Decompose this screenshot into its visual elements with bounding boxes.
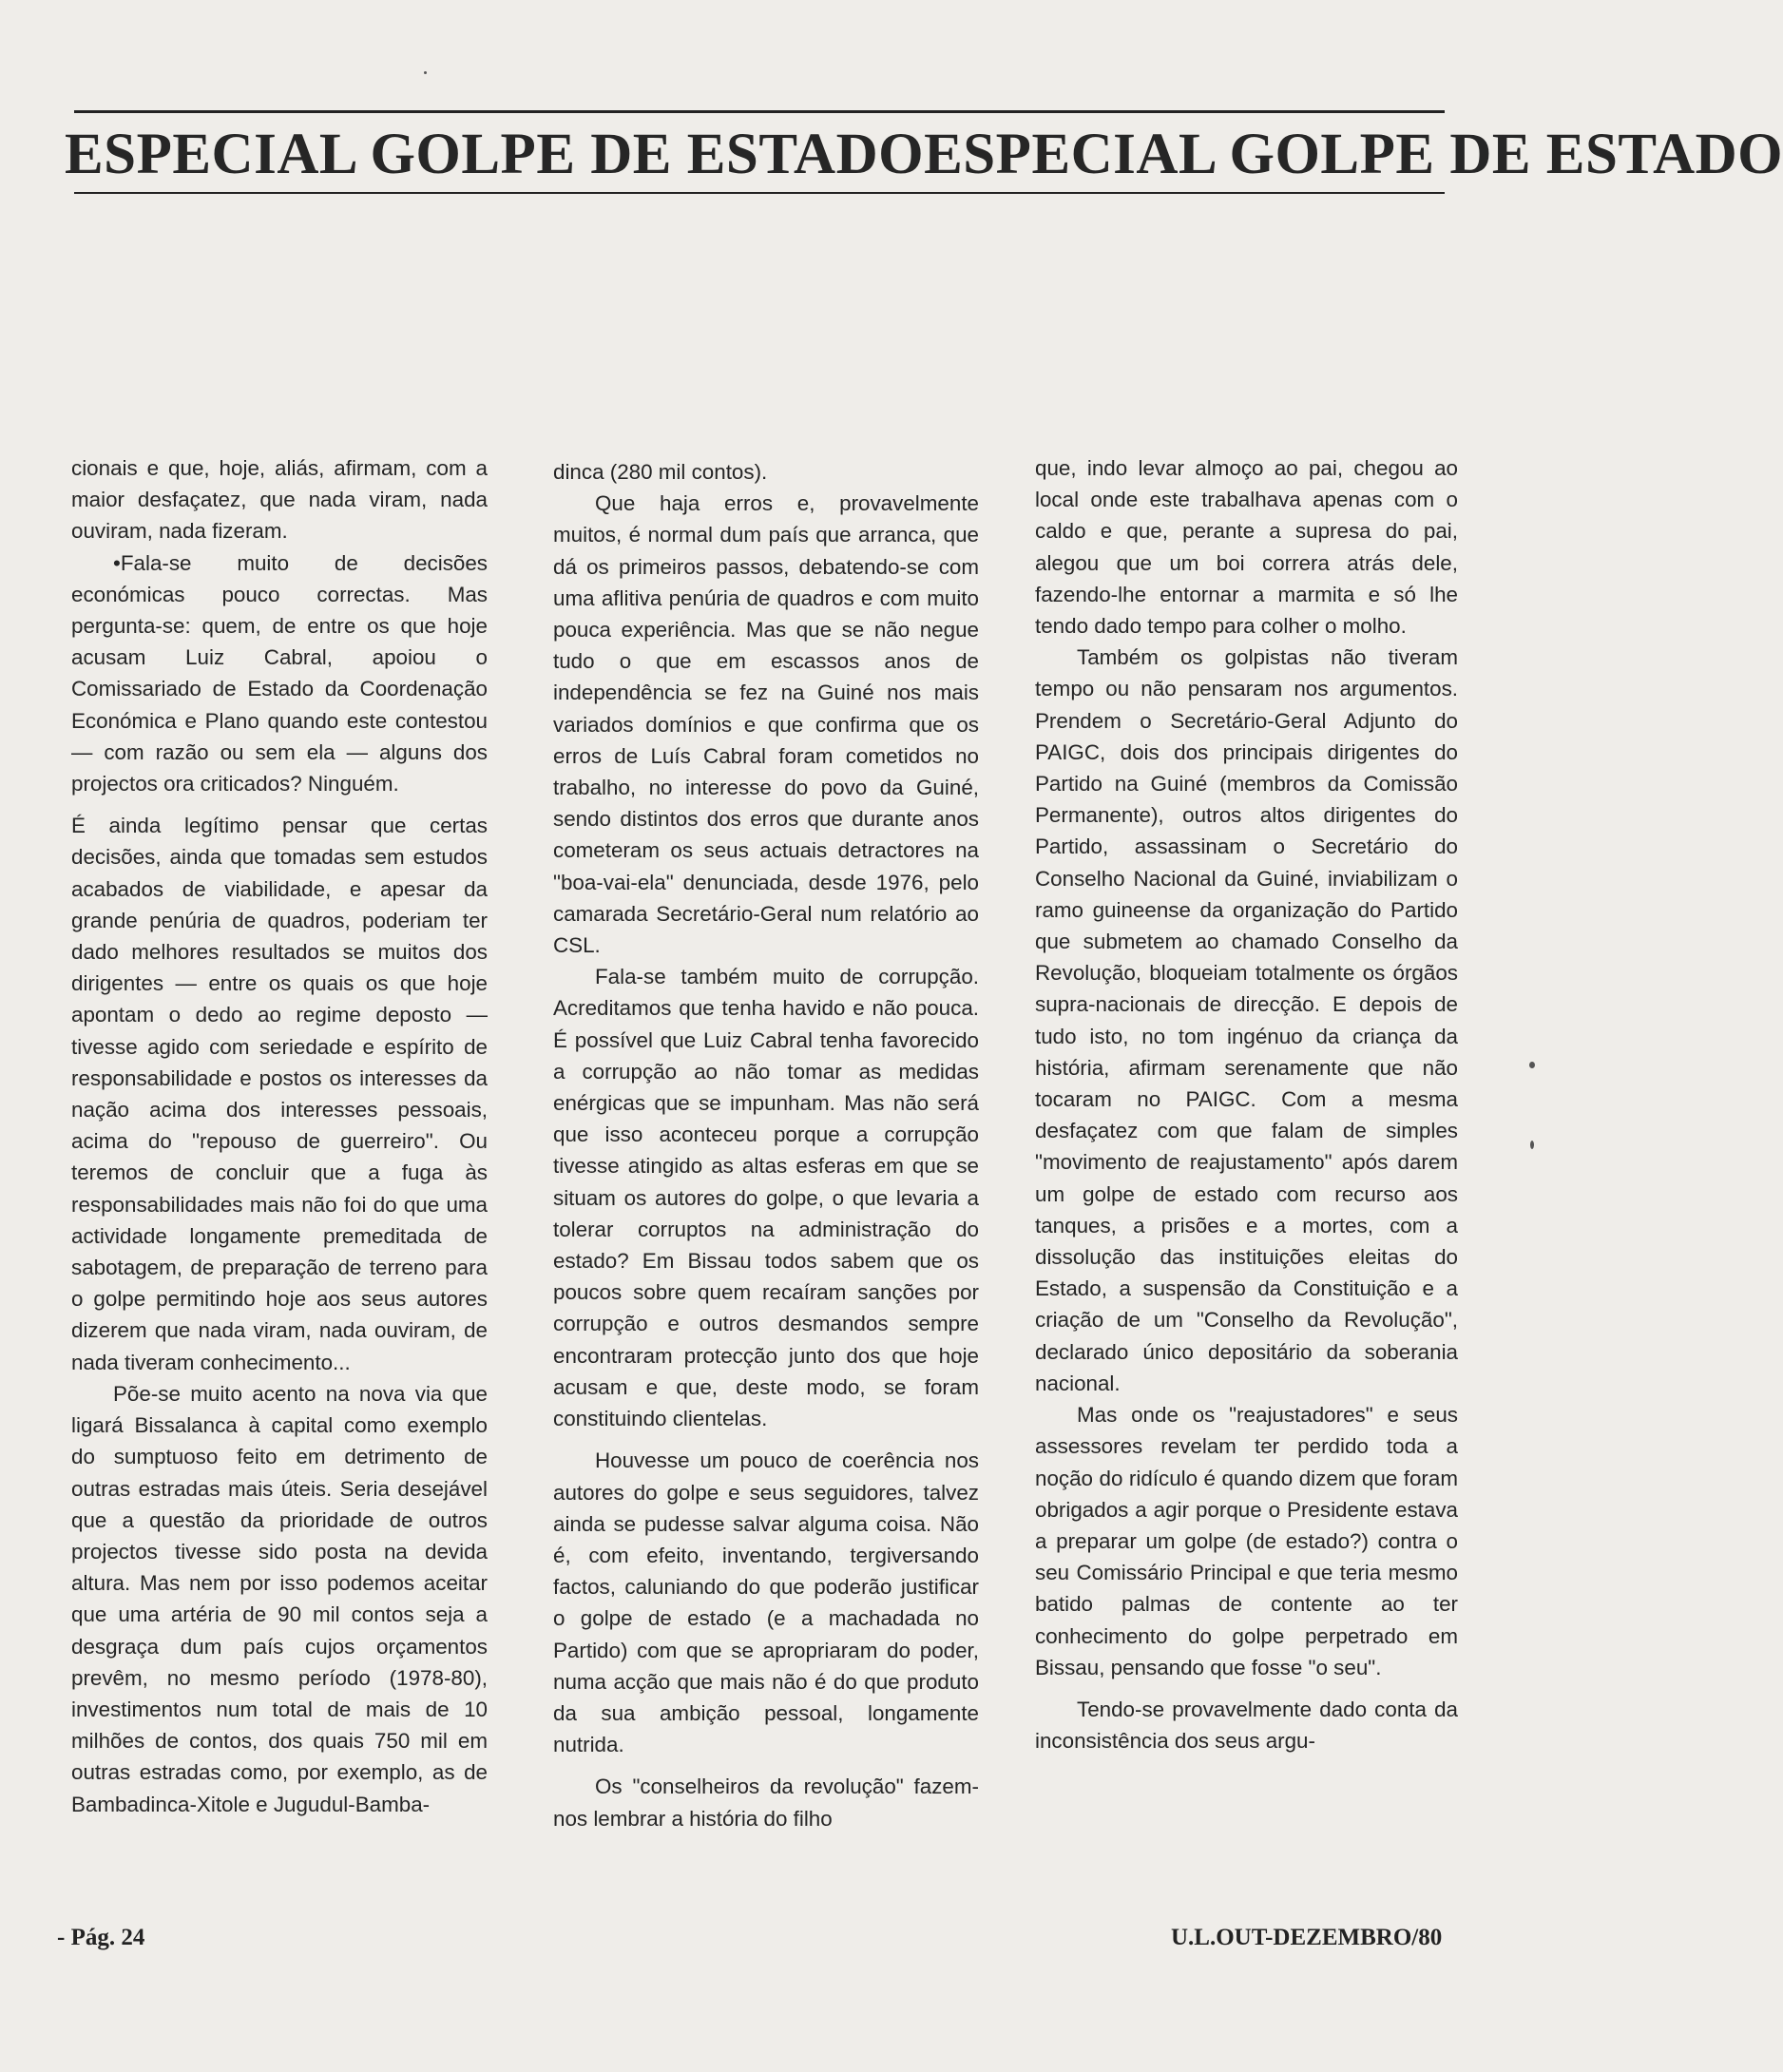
text-column-2 (553, 452, 979, 1834)
print-speck (1530, 1141, 1534, 1149)
print-speck (424, 71, 427, 74)
print-speck (1529, 1062, 1535, 1068)
paragraph: Houvesse um pouco de coerência nos autores do golpe e seus seguidores, talvez ainda se pudesse salvar alguma coisa. Não é, com efeito, inventando, tergiversando factos, caluniando do que poderão justificar o golpe de estado (e a machadada no Partido) com que se apropriaram do poder, numa acção que mais não é do que produto da sua ambição pessoal, longamente nutrida. (553, 1448, 979, 1757)
issue-label: U.L.OUT-DEZEMBRO/80 (1171, 1925, 1443, 1950)
text-column-1 (71, 452, 488, 1820)
paragraph: Mas onde os "reajustadores" e seus assessores revelam ter perdido toda a noção do ridículo é quando dizem que foram obrigados a agir porque o Presidente estava a preparar um golpe (de estado?) contra o seu Comissário Principal e que teria mesmo batido palmas de contente ao ter conhecimento do golpe perpetrado em Bissau, pensando que fosse "o seu". (1035, 1403, 1458, 1679)
paragraph: •Fala-se muito de decisões económicas pouco correctas. Mas pergunta-se: quem, de entre os que hoje acusam Luiz Cabral, apoiou o Comissariado de Estado da Coordenação Económica e Plano quando este contestou — com razão ou sem ela — alguns dos projectos ora criticados? Ninguém. (71, 550, 488, 796)
paragraph: cionais e que, hoje, aliás, afirmam, com a maior desfaçatez, que nada viram, nada ouviram, nada fizeram. (71, 456, 488, 544)
page-number: - Pág. 24 (57, 1925, 145, 1950)
paragraph: Que haja erros e, provavelmente muitos, é normal dum país que arranca, que dá os primeiros passos, debatendo-se com uma aflitiva penúria de quadros e com muito pouca experiência. Mas que se não negue tudo o que em escassos anos de independência se fez na Guiné nos mais variados domínios e que confirma que os erros de Luís Cabral foram cometidos no trabalho, no interesse do povo da Guiné, sendo distintos dos erros que durante anos cometeram os seus actuais detractores na "boa-vai-ela" denunciada, desde 1976, pelo camarada Secretário-Geral num relatório ao CSL. (553, 491, 979, 958)
header-top-rule (74, 110, 1445, 113)
text-column-3 (1035, 452, 1458, 1756)
page-header-title: ESPECIAL GOLPE DE ESTADOESPECIAL GOLPE DE ESTADO (65, 123, 1783, 186)
paragraph: Os "conselheiros da revolução" fazem-nos lembrar a história do filho (553, 1775, 979, 1831)
header-bottom-rule (74, 192, 1445, 194)
paragraph: Fala-se também muito de corrupção. Acreditamos que tenha havido e não pouca. É possível que Luiz Cabral tenha favorecido a corrupção ao não tomar as medidas enérgicas que se impunham. Mas não será que isso aconteceu porque a corrupção tivesse atingido as altas esferas em que se situam os autores do golpe, o que levaria a tolerar corruptos na administração do estado? Em Bissau todos sabem que os poucos sobre quem recaíram sanções por corrupção e outros desmandos sempre encontraram protecção junto dos que hoje acusam e que, deste modo, se foram constituindo clientelas. (553, 965, 979, 1431)
paragraph: dinca (280 mil contos). (553, 460, 768, 484)
paragraph: Também os golpistas não tiveram tempo ou não pensaram nos argumentos. Prendem o Secretário-Geral Adjunto do PAIGC, dois dos principais dirigentes do Partido na Guiné (membros da Comissão Permanente), outros altos dirigentes do Partido, assassinam o Secretário do Conselho Nacional da Guiné, inviabilizam o ramo guineense da organização do Partido que submetem ao chamado Conselho da Revolução, bloqueiam totalmente os órgãos supra-nacionais de direcção. E depois de tudo isto, no tom ingénuo da criança da história, afirmam serenamente que não tocaram no PAIGC. Com a mesma desfaçatez com que falam de simples "movimento de reajustamento" após darem um golpe de estado com recurso aos tanques, a prisões e a mortes, com a dissolução das instituições eleitas do Estado, a suspensão da Constituição e a criação de um "Conselho da Revolução", declarado único depositário da soberania nacional. (1035, 645, 1458, 1395)
paragraph: que, indo levar almoço ao pai, chegou ao local onde este trabalhava apenas com o caldo e que, perante a supresa do pai, alegou que um boi correra atrás dele, fazendo-lhe entornar a marmita e só lhe tendo dado tempo para colher o molho. (1035, 456, 1458, 639)
paragraph: Põe-se muito acento na nova via que ligará Bissalanca à capital como exemplo do sumptuoso feito em detrimento de outras estradas mais úteis. Seria desejável que a questão da prioridade de outros projectos tivesse sido posta na devida altura. Mas nem por isso podemos aceitar que uma artéria de 90 mil contos seja a desgraça dum país cujos orçamentos prevêm, no mesmo período (1978-80), investimentos num total de mais de 10 milhões de contos, dos quais 750 mil em outras estradas como, por exemplo, as de Bambadinca-Xitole e Jugudul-Bamba- (71, 1381, 488, 1816)
paragraph: Tendo-se provavelmente dado conta da inconsistência dos seus argu- (1035, 1697, 1458, 1754)
paragraph: É ainda legítimo pensar que certas decisões, ainda que tomadas sem estudos acabados de viabilidade, e apesar da grande penúria de quadros, poderiam ter dado melhores resultados se muitos dos dirigentes — entre os quais os que hoje apontam o dedo ao regime deposto — tivesse agido com seriedade e espírito de responsabilidade e postos os interesses da nação acima dos interesses pessoais, acima do "repouso de guerreiro". Ou teremos de concluir que a fuga às responsabilidades mais não foi do que uma actividade longamente premeditada de sabotagem, de preparação de terreno para o golpe permitindo hoje aos seus autores dizerem que nada viram, nada ouviram, de nada tiveram conhecimento... (71, 814, 488, 1374)
